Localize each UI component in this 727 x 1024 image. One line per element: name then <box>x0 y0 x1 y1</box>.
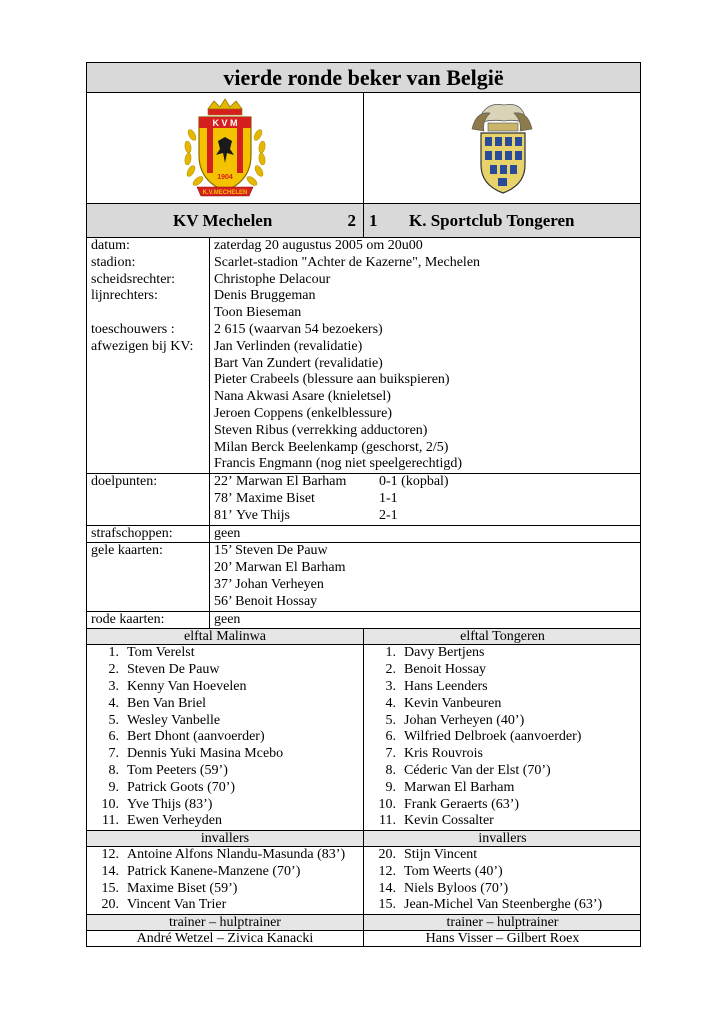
player-row <box>364 897 641 914</box>
home-subs-title: invallers <box>87 831 364 846</box>
away-lineup-title: elftal Tongeren <box>460 629 545 645</box>
datum-value: zaterdag 20 augustus 2005 om 20u00 <box>214 238 423 253</box>
goals-labels <box>87 474 210 525</box>
player-row <box>364 662 641 679</box>
goal-score: 1-1 <box>379 490 398 506</box>
player-name: Tom Weerts (40’) <box>404 863 503 879</box>
player-name: Kevin Vanbeuren <box>404 695 502 711</box>
datum-label: datum: <box>91 238 130 253</box>
away-lineup <box>364 645 641 830</box>
player-number: 6. <box>108 729 119 745</box>
goal-score: 0-1 (kopbal) <box>379 474 449 490</box>
player-name: Wesley Vanbelle <box>127 712 221 728</box>
player-number: 1. <box>385 645 396 661</box>
goals-label: doelpunten: <box>91 474 158 490</box>
player-number: 14. <box>101 863 119 879</box>
red-cards-value: geen <box>214 611 241 627</box>
page-title: vierde ronde beker van België <box>87 63 640 93</box>
player-number: 11. <box>102 813 119 829</box>
home-lineup <box>87 645 364 830</box>
away-score: 1 <box>369 211 378 230</box>
player-number: 2. <box>385 662 396 678</box>
player-name: Hans Leenders <box>404 678 488 694</box>
goal-row <box>214 508 640 525</box>
red-cards-label: rode kaarten: <box>91 611 165 627</box>
goals-values <box>210 474 640 525</box>
goal-scorer: Yve Thijs <box>236 507 290 523</box>
tongeren-crest-icon <box>364 93 641 203</box>
away-team <box>364 204 641 237</box>
crest-letters: K V M <box>212 118 238 128</box>
player-row <box>87 897 363 914</box>
player-row <box>87 847 363 864</box>
player-name: Stijn Vincent <box>404 847 478 863</box>
player-name: Steven De Pauw <box>127 662 220 678</box>
player-row <box>87 881 363 898</box>
player-name: Maxime Biset (59’) <box>127 880 238 896</box>
player-number: 6. <box>385 729 396 745</box>
general-labels <box>87 238 210 474</box>
player-number: 7. <box>108 746 119 762</box>
lineups <box>87 645 640 830</box>
player-name: Frank Geraerts (63’) <box>404 796 520 812</box>
player-number: 5. <box>385 712 396 728</box>
home-team <box>87 204 364 237</box>
match-sheet <box>86 62 641 947</box>
away-trainers: Hans Visser – Gilbert Roex <box>425 931 580 947</box>
player-name: Kenny Van Hoevelen <box>127 678 247 694</box>
player-row <box>364 696 641 713</box>
player-name: Davy Bertjens <box>404 645 485 661</box>
player-name: Wilfried Delbroek (aanvoerder) <box>404 729 582 745</box>
player-number: 3. <box>385 678 396 694</box>
goal-minute: 78’ <box>214 490 233 506</box>
player-number: 14. <box>378 880 396 896</box>
player-row <box>87 780 363 797</box>
player-row <box>364 881 641 898</box>
player-name: Kevin Cossalter <box>404 813 494 829</box>
player-number: 4. <box>108 695 119 711</box>
player-name: Dennis Yuki Masina Mcebo <box>127 746 284 762</box>
player-number: 4. <box>385 695 396 711</box>
player-row <box>87 813 363 830</box>
player-name: Vincent Van Trier <box>127 897 227 913</box>
home-score: 2 <box>347 211 356 230</box>
trainers <box>87 931 640 946</box>
player-number: 15. <box>101 880 119 896</box>
yellow-card: 20’ Marwan El Barham <box>214 560 346 576</box>
penalties-value: geen <box>214 525 241 541</box>
player-row <box>87 662 363 679</box>
absentee: Nana Akwasi Asare (knieletsel) <box>214 389 391 405</box>
player-number: 7. <box>385 746 396 762</box>
player-number: 10. <box>378 796 396 812</box>
player-name: Marwan El Barham <box>404 779 515 795</box>
player-name: Tom Peeters (59’) <box>127 762 228 778</box>
subs-header <box>87 830 640 847</box>
player-name: Ben Van Briel <box>127 695 207 711</box>
lineups-header <box>87 628 640 645</box>
player-row <box>87 864 363 881</box>
player-row <box>364 645 641 662</box>
goal-minute: 81’ <box>214 507 233 523</box>
player-number: 15. <box>378 897 396 913</box>
stadion-label: stadion: <box>91 254 136 270</box>
away-subs <box>364 847 641 914</box>
player-row <box>364 813 641 830</box>
spectators-label: toeschouwers : <box>91 321 175 337</box>
absentees-label: afwezigen bij KV: <box>91 338 194 354</box>
away-logo-cell <box>364 93 641 203</box>
home-trainers-title: trainer – hulptrainer <box>87 915 364 930</box>
player-row <box>364 797 641 814</box>
player-name: Yve Thijs (83’) <box>127 796 213 812</box>
player-number: 9. <box>108 779 119 795</box>
player-name: Céderic Van der Elst (70’) <box>404 762 551 778</box>
absentee: Jeroen Coppens (enkelblessure) <box>214 405 393 421</box>
player-name: Ewen Verheyden <box>127 813 222 829</box>
home-team-name: KV Mechelen <box>173 211 273 230</box>
logos-row <box>87 93 640 204</box>
player-row <box>87 729 363 746</box>
player-row <box>364 780 641 797</box>
linesman-2: Toon Bieseman <box>214 305 302 321</box>
absentee: Jan Verlinden (revalidatie) <box>214 338 363 354</box>
absentee: Francis Engmann (nog niet speelgerechtigd) <box>214 456 463 472</box>
yellow-card: 56’ Benoit Hossay <box>214 593 318 609</box>
player-number: 1. <box>108 645 119 661</box>
player-number: 12. <box>378 863 396 879</box>
goal-scorer: Maxime Biset <box>236 490 315 506</box>
player-row <box>364 679 641 696</box>
yellow-card: 15’ Steven De Pauw <box>214 543 328 559</box>
player-row <box>364 864 641 881</box>
player-number: 20. <box>101 897 119 913</box>
player-number: 20. <box>378 847 396 863</box>
away-subs-title: invallers <box>478 831 527 847</box>
player-row <box>364 763 641 780</box>
goal-scorer: Marwan El Barham <box>236 474 347 490</box>
player-row <box>87 645 363 662</box>
away-trainers-title: trainer – hulptrainer <box>446 915 559 931</box>
player-row <box>87 679 363 696</box>
player-name: Benoit Hossay <box>404 662 487 678</box>
player-name: Antoine Alfons Nlandu-Masunda (83’) <box>127 847 346 863</box>
player-row <box>364 713 641 730</box>
away-team-name: K. Sportclub Tongeren <box>409 211 575 230</box>
general-values <box>210 238 640 474</box>
absentee: Milan Berck Beelenkamp (geschorst, 2/5) <box>214 439 449 455</box>
home-subs <box>87 847 364 914</box>
goal-row <box>214 474 640 491</box>
player-number: 12. <box>101 847 119 863</box>
player-row <box>364 847 641 864</box>
crest-ribbon: K.V.MECHELEN <box>202 190 248 196</box>
player-name: Patrick Goots (70’) <box>127 779 236 795</box>
player-row <box>364 729 641 746</box>
player-number: 3. <box>108 678 119 694</box>
stadion-value: Scarlet-stadion "Achter de Kazerne", Mechelen <box>214 254 481 270</box>
player-name: Bert Dhont (aanvoerder) <box>127 729 265 745</box>
linesman-1: Denis Bruggeman <box>214 288 316 304</box>
player-name: Tom Verelst <box>127 645 195 661</box>
player-name: Jean-Michel Van Steenberghe (63’) <box>404 897 603 913</box>
goal-minute: 22’ <box>214 474 233 490</box>
player-number: 8. <box>108 762 119 778</box>
player-number: 8. <box>385 762 396 778</box>
player-number: 5. <box>108 712 119 728</box>
player-name: Patrick Kanene-Manzene (70’) <box>127 863 301 879</box>
player-number: 10. <box>101 796 119 812</box>
yellow-cards-label: gele kaarten: <box>91 543 163 559</box>
player-name: Kris Rouvrois <box>404 746 483 762</box>
player-number: 9. <box>385 779 396 795</box>
referee-value: Christophe Delacour <box>214 271 331 287</box>
yellow-card: 37’ Johan Verheyen <box>214 576 324 592</box>
player-row <box>364 746 641 763</box>
player-row <box>87 763 363 780</box>
trainers-header <box>87 914 640 931</box>
absentee: Steven Ribus (verrekking adductoren) <box>214 422 428 438</box>
score-row <box>87 204 640 238</box>
subs <box>87 847 640 914</box>
home-logo-cell <box>87 93 364 203</box>
referee-label: scheidsrechter: <box>91 271 175 287</box>
spectators-value: 2 615 (waarvan 54 bezoekers) <box>214 321 383 337</box>
kv-mechelen-crest-icon <box>87 93 364 203</box>
home-lineup-title: elftal Malinwa <box>87 629 364 644</box>
player-row <box>87 713 363 730</box>
absentee: Pieter Crabeels (blessure aan buikspieren) <box>214 372 450 388</box>
crest-year: 1904 <box>217 174 233 181</box>
linesmen-label: lijnrechters: <box>91 288 158 304</box>
match-info <box>87 238 640 628</box>
home-trainers: André Wetzel – Zivica Kanacki <box>87 931 364 946</box>
player-row <box>87 797 363 814</box>
goal-row <box>214 491 640 508</box>
player-name: Niels Byloos (70’) <box>404 880 509 896</box>
player-number: 2. <box>108 662 119 678</box>
player-number: 11. <box>379 813 396 829</box>
penalties-label: strafschoppen: <box>91 525 173 541</box>
player-row <box>87 746 363 763</box>
player-row <box>87 696 363 713</box>
goal-score: 2-1 <box>379 507 398 523</box>
absentee: Bart Van Zundert (revalidatie) <box>214 355 383 371</box>
player-name: Johan Verheyen (40’) <box>404 712 525 728</box>
